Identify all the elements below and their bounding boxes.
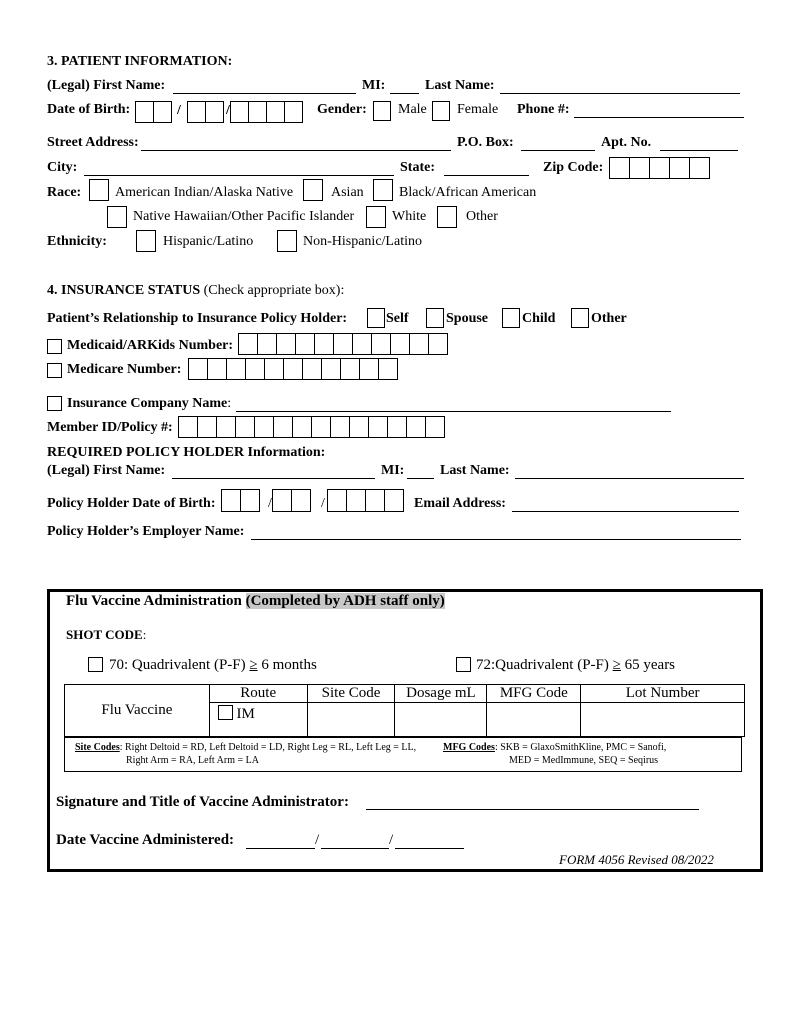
date-year-field[interactable] <box>395 848 464 849</box>
site-codes-label: Site Codes <box>75 742 120 753</box>
mfg-code-cell[interactable] <box>487 703 581 737</box>
state-label: State: <box>400 160 435 175</box>
insurance-company-checkbox[interactable] <box>47 396 62 411</box>
shot-code-70-prefix: 70: Quadrivalent (P-F) <box>109 657 250 673</box>
race-option: White <box>392 209 427 224</box>
shot-code-72-suffix: 65 years <box>620 657 676 673</box>
shot-code-70-suffix: 6 months <box>257 657 317 673</box>
codes-legend <box>64 736 742 772</box>
city-field[interactable] <box>84 175 394 176</box>
race-checkbox[interactable] <box>373 179 393 201</box>
route-cell <box>209 703 307 737</box>
relationship-other-checkbox[interactable] <box>571 308 589 328</box>
shot-code-label <box>66 627 146 643</box>
holder-dob-sep: / <box>321 496 325 511</box>
dob-month-boxes[interactable] <box>135 101 171 123</box>
insurance-company-label-text: Insurance Company Name <box>67 396 228 411</box>
shot-code-72-ge: ≥ <box>612 657 621 673</box>
email-label: Email Address: <box>414 496 506 511</box>
race-checkbox[interactable] <box>437 206 457 228</box>
member-id-boxes[interactable] <box>178 416 444 438</box>
ethnicity-checkbox[interactable] <box>277 230 297 252</box>
site-code-header: Site Code <box>307 685 395 703</box>
mfg-codes-line1 <box>443 742 666 753</box>
holder-dob-year-boxes[interactable] <box>327 489 403 512</box>
member-id-label: Member ID/Policy #: <box>47 420 173 435</box>
mfg-codes-line2: MED = MedImmune, SEQ = Seqirus <box>509 755 659 766</box>
shot-code-colon: : <box>142 627 147 642</box>
route-header: Route <box>209 685 307 703</box>
email-field[interactable] <box>512 511 739 512</box>
date-administered-label: Date Vaccine Administered: <box>56 832 235 848</box>
relationship-option: Child <box>522 311 556 326</box>
po-box-field[interactable] <box>521 150 595 151</box>
holder-mi-field[interactable] <box>407 478 434 479</box>
female-checkbox[interactable] <box>432 101 450 121</box>
holder-first-name-field[interactable] <box>172 478 375 479</box>
route-im-label: IM <box>236 706 255 722</box>
site-code-cell[interactable] <box>307 703 395 737</box>
race-option: Native Hawaiian/Other Pacific Islander <box>133 209 355 224</box>
dob-year-boxes[interactable] <box>230 101 302 123</box>
date-day-field[interactable] <box>321 848 389 849</box>
employer-label: Policy Holder’s Employer Name: <box>47 524 245 539</box>
mfg-codes-text1: : SKB = GlaxoSmithKline, PMC = Sanofi, <box>494 742 667 753</box>
female-label: Female <box>457 102 499 117</box>
medicare-checkbox[interactable] <box>47 363 62 378</box>
ethnicity-option: Non-Hispanic/Latino <box>303 234 422 249</box>
ethnicity-option: Hispanic/Latino <box>163 234 254 249</box>
apt-field[interactable] <box>660 150 738 151</box>
relationship-option: Other <box>591 311 627 326</box>
zip-boxes[interactable] <box>609 157 709 179</box>
shot-code-70-checkbox[interactable] <box>88 657 103 672</box>
race-checkbox[interactable] <box>89 179 109 201</box>
route-im-checkbox[interactable] <box>218 705 233 720</box>
relationship-child-checkbox[interactable] <box>502 308 520 328</box>
mi-field[interactable] <box>390 93 419 94</box>
dosage-header: Dosage mL <box>395 685 487 703</box>
admin-title-note: (Completed by ADH staff only) <box>245 593 445 609</box>
last-name-field[interactable] <box>500 93 740 94</box>
street-field[interactable] <box>141 150 451 151</box>
holder-dob-day-boxes[interactable] <box>272 489 310 512</box>
insurance-company-colon: : <box>227 396 232 411</box>
holder-dob-label: Policy Holder Date of Birth: <box>47 496 216 511</box>
insurance-company-field[interactable] <box>236 411 671 412</box>
holder-dob-sep: / <box>268 496 272 511</box>
shot-code-72-checkbox[interactable] <box>456 657 471 672</box>
vaccine-table <box>64 684 745 737</box>
race-option: Black/African American <box>399 185 537 200</box>
shot-code-70-label <box>109 657 317 674</box>
street-label: Street Address: <box>47 135 139 150</box>
relationship-option: Self <box>386 311 409 326</box>
zip-label: Zip Code: <box>543 160 604 175</box>
flu-vaccine-label: Flu Vaccine <box>101 702 173 718</box>
signature-label: Signature and Title of Vaccine Administrator: <box>56 794 349 810</box>
date-sep: / <box>389 832 394 848</box>
relationship-label: Patient’s Relationship to Insurance Policy Holder: <box>47 311 348 326</box>
relationship-option: Spouse <box>446 311 489 326</box>
site-codes-line2: Right Arm = RA, Left Arm = LA <box>126 755 259 766</box>
holder-last-name-field[interactable] <box>515 478 744 479</box>
dosage-cell[interactable] <box>395 703 487 737</box>
shot-code-label-text: SHOT CODE <box>66 627 143 642</box>
race-label: Race: <box>47 185 82 200</box>
holder-mi-label: MI: <box>381 463 405 478</box>
medicaid-number-boxes[interactable] <box>238 333 447 355</box>
insurance-company-label <box>67 396 231 412</box>
admin-title-text: Flu Vaccine Administration <box>66 593 242 609</box>
ethnicity-label: Ethnicity: <box>47 234 107 249</box>
race-option: Other <box>466 209 498 224</box>
lot-number-header: Lot Number <box>581 685 745 703</box>
race-checkbox[interactable] <box>303 179 323 201</box>
phone-label: Phone #: <box>517 102 570 117</box>
patient-section-heading: 3. PATIENT INFORMATION: <box>47 54 233 69</box>
male-checkbox[interactable] <box>373 101 391 121</box>
medicare-label: Medicare Number: <box>67 362 182 377</box>
ethnicity-checkbox[interactable] <box>136 230 156 252</box>
employer-field[interactable] <box>251 539 741 540</box>
last-name-label: Last Name: <box>425 78 495 93</box>
dob-sep: / <box>177 103 181 118</box>
relationship-spouse-checkbox[interactable] <box>426 308 444 328</box>
dob-sep: / <box>226 103 230 118</box>
race-option: Asian <box>331 185 364 200</box>
medicaid-label: Medicaid/ARKids Number: <box>67 338 234 353</box>
shot-code-72-prefix: 72:Quadrivalent (P-F) <box>476 657 613 673</box>
date-month-field[interactable] <box>246 848 315 849</box>
holder-first-name-label: (Legal) First Name: <box>47 463 166 478</box>
insurance-heading-bold: 4. INSURANCE STATUS <box>47 283 201 298</box>
po-box-label: P.O. Box: <box>457 135 514 150</box>
male-label: Male <box>398 102 427 117</box>
site-codes-text1: : Right Deltoid = RD, Left Deltoid = LD, Right Leg = RL, Left Leg = LL, <box>119 742 417 753</box>
race-checkbox[interactable] <box>366 206 386 228</box>
form-id: FORM 4056 Revised 08/2022 <box>559 852 714 867</box>
mfg-code-header: MFG Code <box>487 685 581 703</box>
gender-label: Gender: <box>317 102 367 117</box>
date-sep: / <box>315 832 320 848</box>
holder-last-name-label: Last Name: <box>440 463 510 478</box>
signature-field[interactable] <box>366 809 699 810</box>
race-option: American Indian/Alaska Native <box>115 185 294 200</box>
holder-dob-month-boxes[interactable] <box>221 489 259 512</box>
medicaid-checkbox[interactable] <box>47 339 62 354</box>
state-field[interactable] <box>444 175 529 176</box>
flu-vaccine-cell <box>65 685 210 737</box>
insurance-heading-rest: (Check appropriate box): <box>200 283 345 298</box>
apt-label: Apt. No. <box>601 135 652 150</box>
city-label: City: <box>47 160 78 175</box>
site-codes-line1 <box>75 742 416 753</box>
insurance-section-heading <box>47 283 344 299</box>
shot-code-72-label <box>476 657 675 674</box>
mi-label: MI: <box>362 78 386 93</box>
lot-number-cell[interactable] <box>581 703 745 737</box>
first-name-field[interactable] <box>173 93 356 94</box>
race-checkbox[interactable] <box>107 206 127 228</box>
shot-code-70-ge: ≥ <box>249 657 258 673</box>
phone-field[interactable] <box>574 117 744 118</box>
mfg-codes-label: MFG Codes <box>443 742 495 753</box>
dob-day-boxes[interactable] <box>187 101 223 123</box>
dob-label: Date of Birth: <box>47 102 131 117</box>
policy-holder-heading: REQUIRED POLICY HOLDER Information: <box>47 445 326 460</box>
relationship-self-checkbox[interactable] <box>367 308 385 328</box>
first-name-label: (Legal) First Name: <box>47 78 166 93</box>
medicare-number-boxes[interactable] <box>188 358 397 380</box>
admin-title <box>66 593 445 610</box>
